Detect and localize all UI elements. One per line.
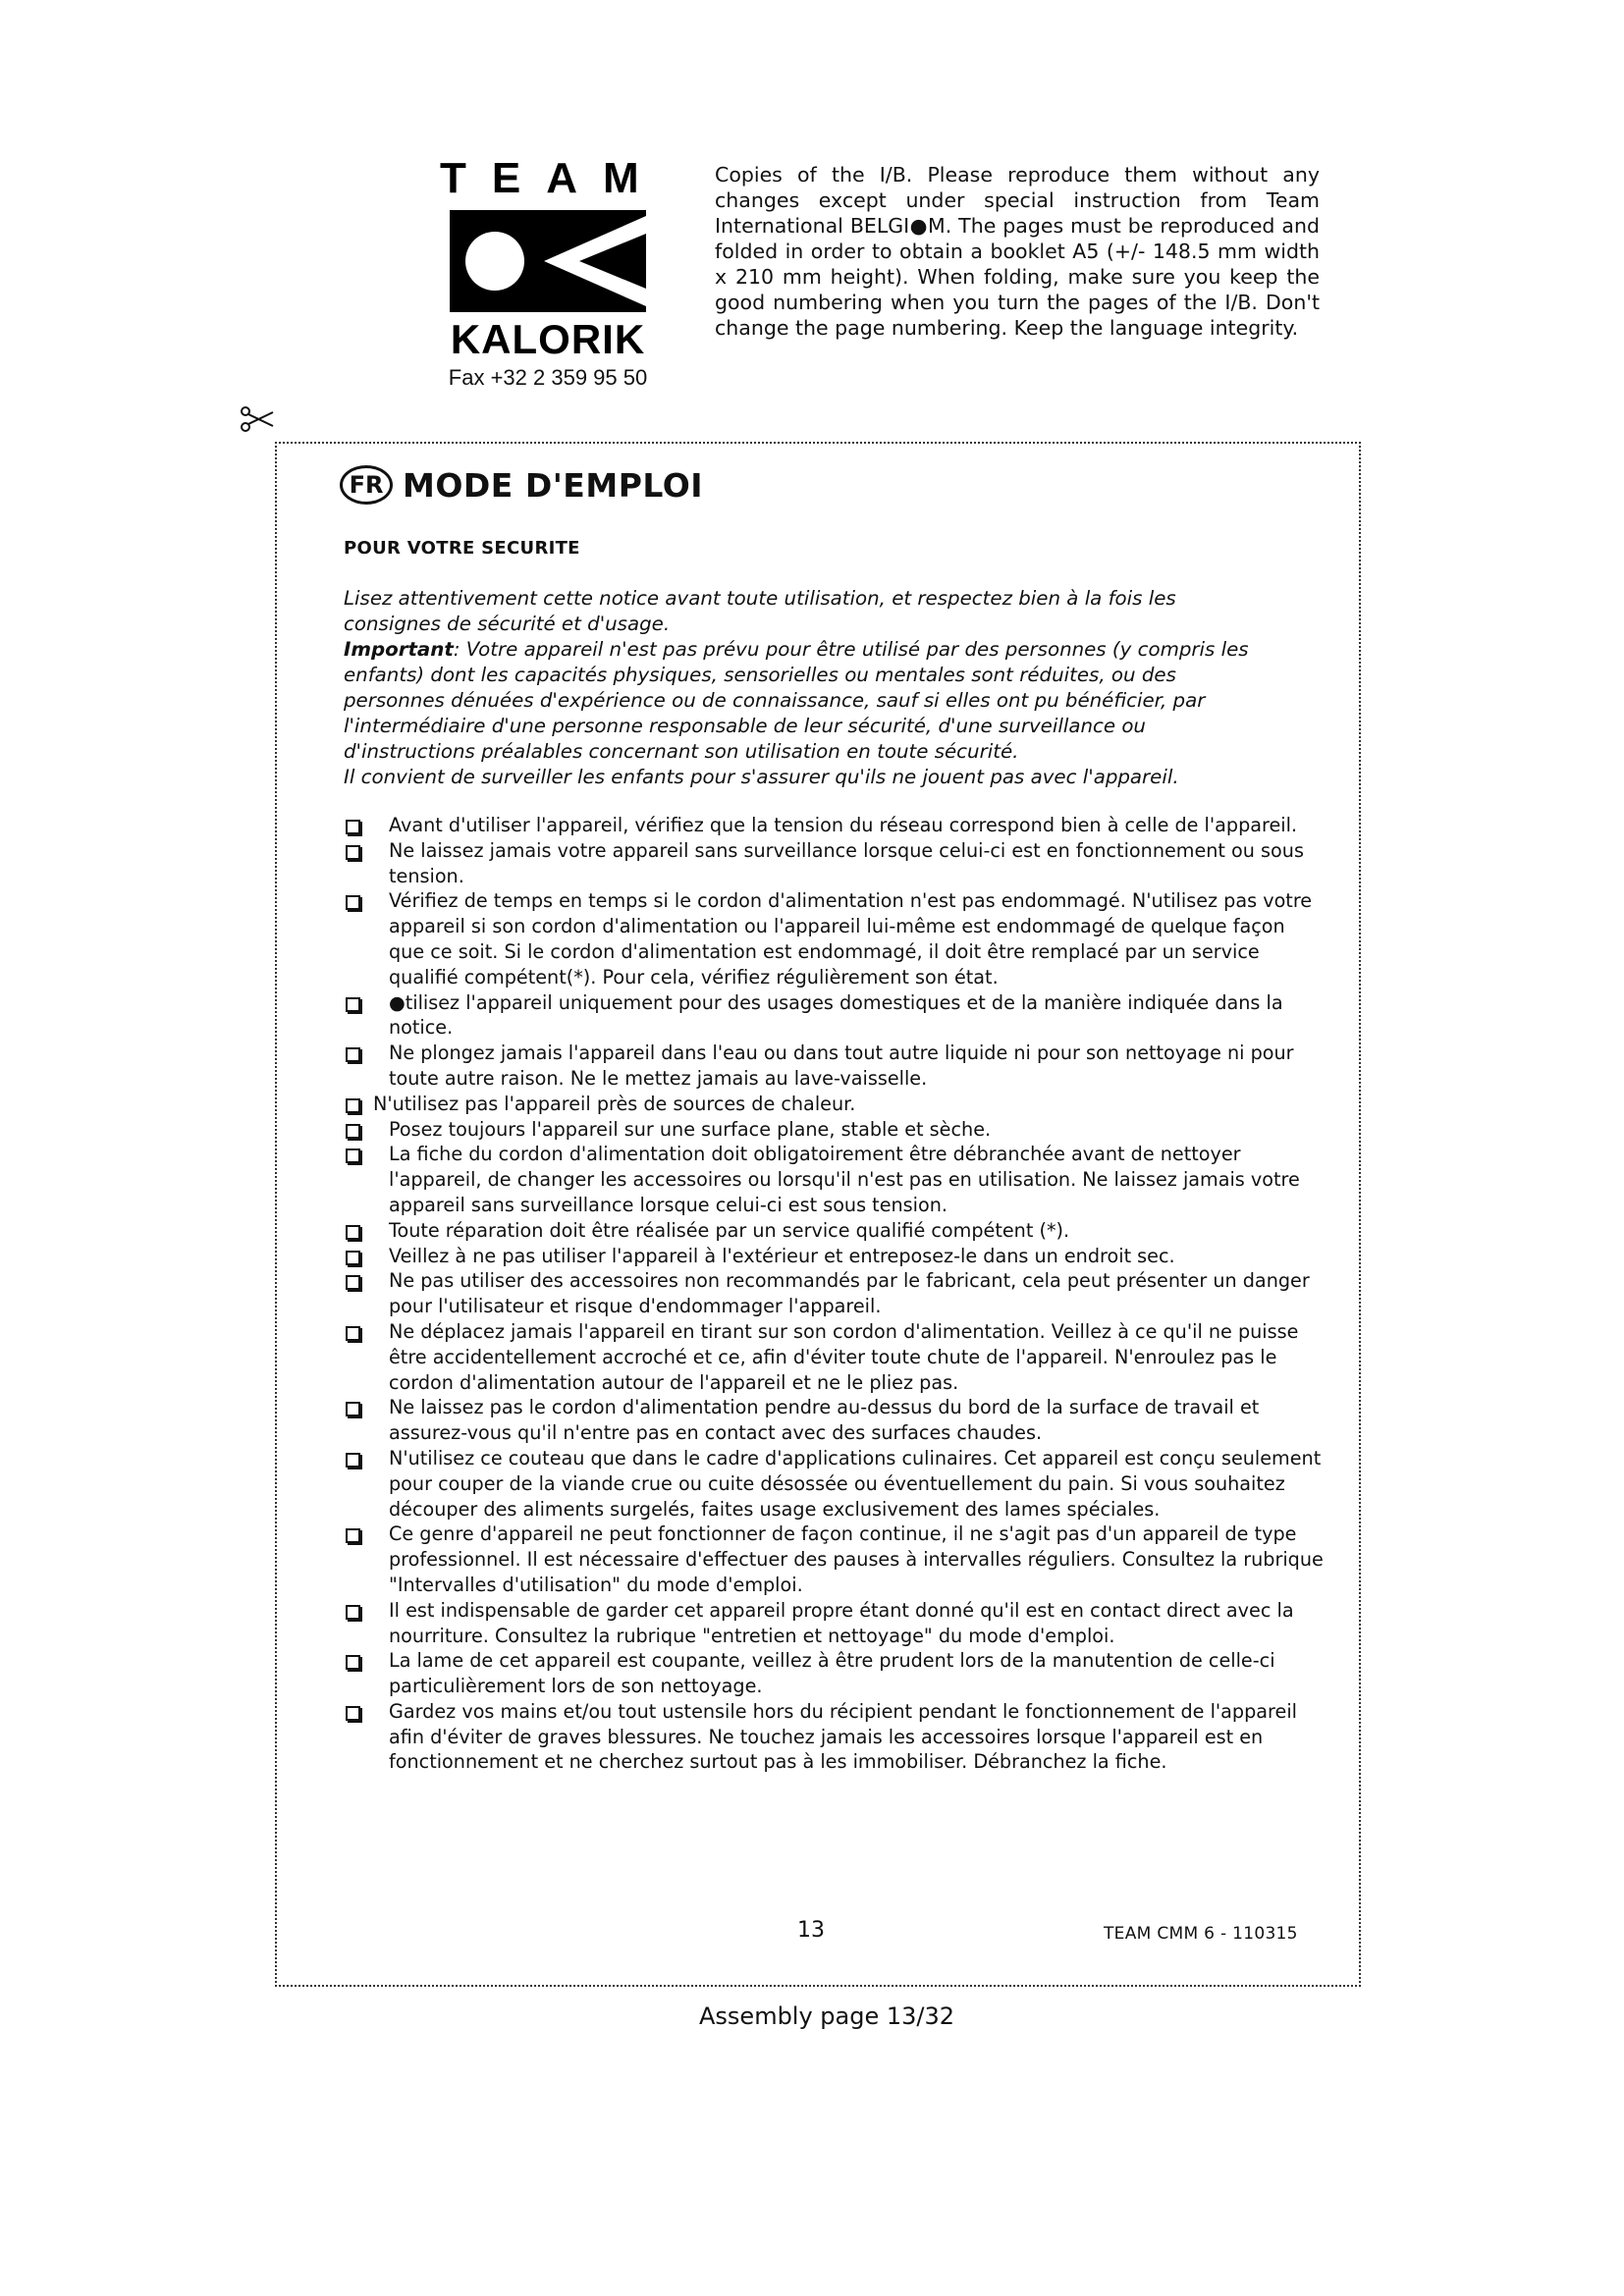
checkbox-bullet-icon [346,1225,360,1240]
intro-paragraph: Lisez attentivement cette notice avant toute utilisation, et respectez bien à la fois les consignes de sécurité et d'usage. [344,587,1176,635]
list-item: Ne plongez jamais l'appareil dans l'eau ou dans tout autre liquide ni pour son nettoyage ni pour toute autre raison. Ne le mettez jamais au lave-vaisselle. [344,1041,1326,1092]
list-item: Vérifiez de temps en temps si le cordon d'alimentation n'est pas endommagé. N'utilisez pas votre appareil si son cordon d'alimentation ou l'appareil lui-même est endommagé de quelque façon que ce soit. Si le cordon d'alimentation est endommagé, il doit être remplacé par un service qualifié compétent(*). Pour cela, vérifiez régulièrement son état. [344,888,1326,989]
fax-number: Fax +32 2 359 95 50 [448,365,648,390]
list-item: Ne déplacez jamais l'appareil en tirant sur son cordon d'alimentation. Veillez à ce qu'il ne puisse être accidentellement accroché et ce, afin d'éviter toute chute de l'appareil. N'enroulez pas le cordon d'alimentation autour de l'appareil et ne le pliez pas. [344,1319,1326,1395]
checkbox-bullet-icon [346,1605,360,1620]
page-number: 13 [797,1918,825,1943]
checkbox-bullet-icon [346,1453,360,1468]
list-item: Gardez vos mains et/ou tout ustensile hors du récipient pendant le fonctionnement de l'appareil afin d'éviter de graves blessures. Ne touchez jamais les accessoires lorsque l'appareil est en fonctionnement et ne cherchez surtout pas à les immobiliser. Débranchez la fiche. [344,1699,1326,1775]
important-label: Important [344,638,454,661]
checkbox-bullet-icon [346,1098,360,1113]
kalorik-k-logo-icon [450,210,646,312]
scissors-icon [240,406,275,432]
checkbox-bullet-icon [346,1047,360,1062]
list-item: Il est indispensable de garder cet appareil propre étant donné qu'il est en contact direct avec la nourriture. Consultez la rubrique "entretien et nettoyage" du mode d'emploi. [344,1598,1326,1649]
safety-intro [344,586,1272,790]
list-item: Ce genre d'appareil ne peut fonctionner de façon continue, il ne s'agit pas d'un appareil de type professionnel. Il est nécessaire d'effectuer des pauses à intervalles réguliers. Consultez la rubrique "Intervalles d'utilisation" du mode d'emploi. [344,1522,1326,1597]
important-text: : Votre appareil n'est pas prévu pour être utilisé par des personnes (y compris les enfants) dont les capacités physiques, sensorielles ou mentales sont réduites, ou des personnes dénuées d'expérience ou de connaissance, sauf si elles ont pu bénéficier, par l'intermédiaire d'une personne responsable de leur sécurité, d'une surveillance ou d'instructions préalables concernant son utilisation en toute sécurité. [344,638,1249,763]
children-notice: Il convient de surveiller les enfants pour s'assurer qu'ils ne jouent pas avec l'appareil. [344,766,1179,788]
logo-brand-text: KALORIK [450,316,646,362]
checkbox-bullet-icon [346,1528,360,1543]
logo-team-text: TEAM [440,154,665,202]
team-kalorik-logo [432,154,665,391]
list-item: ●tilisez l'appareil uniquement pour des usages domestiques et de la manière indiquée dans la notice. [344,990,1326,1041]
list-item: N'utilisez ce couteau que dans le cadre d'applications culinaires. Cet appareil est conçu seulement pour couper de la viande crue ou cuite désossée ou éventuellement du pain. Si vous souhaitez découper des aliments surgelés, faites usage exclusivement des lames spéciales. [344,1446,1326,1522]
safety-list [344,813,1326,1775]
checkbox-bullet-icon [346,1124,360,1139]
reproduction-instructions: Copies of the I/B. Please reproduce them without any changes except under special instruction from Team International BELGI●M. The pages must be reproduced and folded in order to obtain a booklet A5 (+/- 148.5 mm width x 210 mm height). When folding, make sure you keep the good numbering when you turn the pages of the I/B. Don't change the page numbering. Keep the language integrity. [715,163,1320,340]
checkbox-bullet-icon [346,1251,360,1265]
checkbox-bullet-icon [346,820,360,834]
checkbox-bullet-icon [346,1655,360,1670]
important-notice [344,637,1272,765]
list-item: Veillez à ne pas utiliser l'appareil à l'extérieur et entreposez-le dans un endroit sec. [344,1244,1326,1269]
section-heading: POUR VOTRE SECURITE [344,538,580,559]
list-item: La fiche du cordon d'alimentation doit obligatoirement être débranchée avant de nettoyer l'appareil, de changer les accessoires ou lorsqu'il n'est pas en utilisation. Ne laissez jamais votre appareil sans surveillance lorsque celui-ci est sous tension. [344,1142,1326,1217]
list-item: Toute réparation doit être réalisée par un service qualifié compétent (*). [344,1218,1326,1244]
checkbox-bullet-icon [346,1326,360,1341]
checkbox-bullet-icon [346,1402,360,1416]
list-item: Ne pas utiliser des accessoires non recommandés par le fabricant, cela peut présenter un danger pour l'utilisateur et risque d'endommager l'appareil. [344,1268,1326,1319]
checkbox-bullet-icon [346,1275,360,1290]
checkbox-bullet-icon [346,1706,360,1721]
list-item: La lame de cet appareil est coupante, veillez à être prudent lors de la manutention de celle-ci particulièrement lors de son nettoyage. [344,1648,1326,1699]
language-badge: FR [340,465,393,505]
assembly-page-label: Assembly page 13/32 [699,2002,955,2030]
model-code: TEAM CMM 6 - 110315 [1104,1924,1298,1944]
list-item: Posez toujours l'appareil sur une surface plane, stable et sèche. [344,1117,1326,1143]
list-item: N'utilisez pas l'appareil près de sources de chaleur. [344,1092,1326,1117]
list-item: Ne laissez pas le cordon d'alimentation pendre au-dessus du bord de la surface de travail et assurez-vous qu'il n'entre pas en contact avec des surfaces chaudes. [344,1395,1326,1446]
list-item: Avant d'utiliser l'appareil, vérifiez que la tension du réseau correspond bien à celle de l'appareil. [344,813,1326,838]
list-item: Ne laissez jamais votre appareil sans surveillance lorsque celui-ci est en fonctionnement ou sous tension. [344,838,1326,889]
checkbox-bullet-icon [346,895,360,910]
page-title: MODE D'EMPLOI [403,465,704,505]
checkbox-bullet-icon [346,845,360,860]
page-title-row [340,465,703,505]
checkbox-bullet-icon [346,997,360,1012]
checkbox-bullet-icon [346,1148,360,1163]
